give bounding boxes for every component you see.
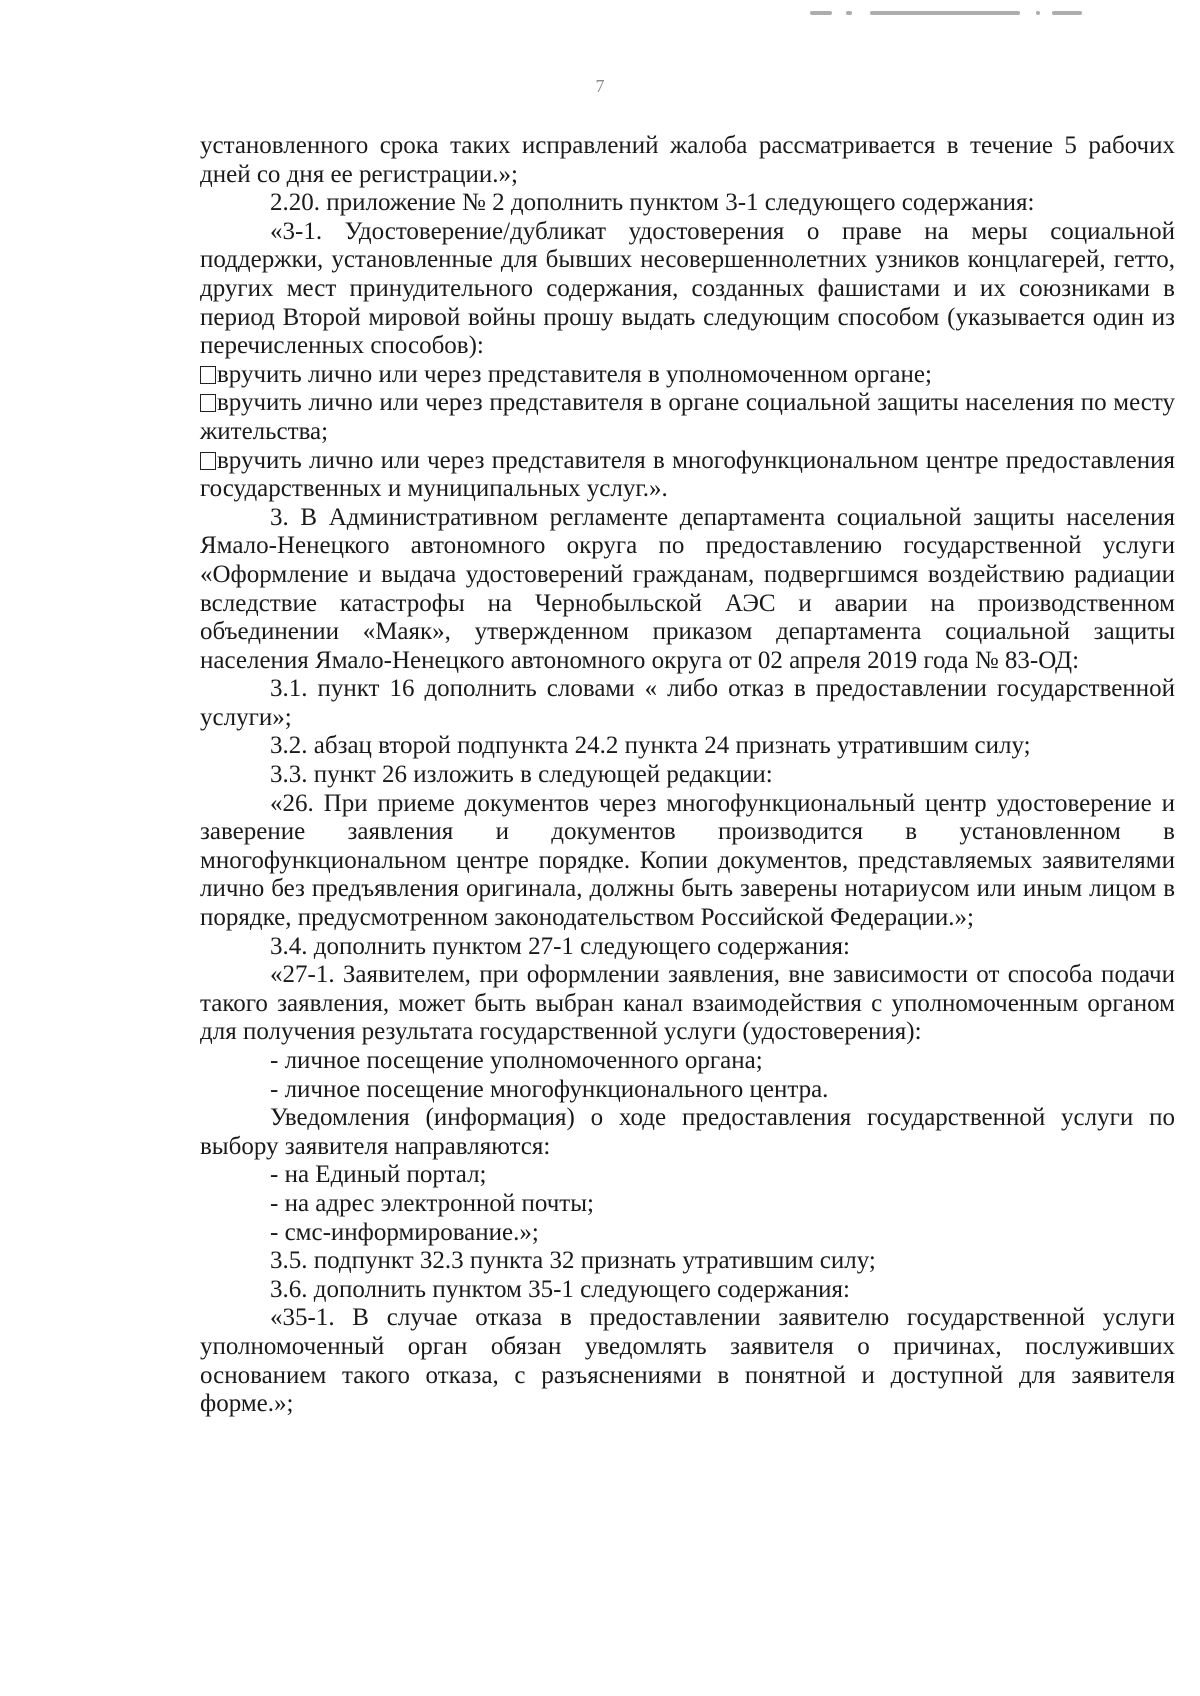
scan-artifact xyxy=(810,8,1090,18)
checkbox-option xyxy=(200,361,1175,390)
checkbox-icon xyxy=(200,394,216,412)
document-body xyxy=(200,132,1175,1419)
paragraph: Уведомления (информация) о ходе предоставления государственной услуги по выбору заявителя направляются: xyxy=(200,1104,1175,1160)
list-item: - на Единый портал; xyxy=(270,1161,487,1189)
list-item: - смс-информирование.»; xyxy=(270,1218,539,1246)
checkbox-label: вручить лично или через представителя в многофункциональном центре предоставления государственных и муниципальных услуг.». xyxy=(200,446,1175,503)
paragraph: «35-1. В случае отказа в предоставлении заявителю государственной услуги уполномоченный орган обязан уведомлять заявителя о причинах, послуживших основанием такого отказа, с разъяснениями в понятной и доступной для заявителя форме.»; xyxy=(200,1304,1175,1418)
paragraph: 3.2. абзац второй подпункта 24.2 пункта 24 признать утратившим силу; xyxy=(270,732,1031,760)
paragraph: 2.20. приложение № 2 дополнить пунктом 3-1 следующего содержания: xyxy=(270,189,1035,217)
list-item: - личное посещение многофункционального центра. xyxy=(270,1075,829,1103)
checkbox-label: вручить лично или через представителя в органе социальной защиты населения по месту жительства; xyxy=(200,389,1175,445)
paragraph: 3.3. пункт 26 изложить в следующей редакции: xyxy=(270,761,773,789)
paragraph: установленного срока таких исправлений жалоба рассматривается в течение 5 рабочих дней со дня ее регистрации.»; xyxy=(200,132,1175,188)
checkbox-icon xyxy=(200,366,216,384)
paragraph: 3.1. пункт 16 дополнить словами « либо отказ в предоставлении государственной услуги»; xyxy=(200,675,1175,731)
list-item: - на адрес электронной почты; xyxy=(270,1189,594,1217)
paragraph: 3.4. дополнить пунктом 27-1 следующего содержания: xyxy=(270,932,850,960)
paragraph: 3.5. подпункт 32.3 пункта 32 признать утратившим силу; xyxy=(270,1247,876,1275)
paragraph: 3.6. дополнить пунктом 35-1 следующего содержания: xyxy=(270,1275,850,1303)
paragraph: 3. В Административном регламенте департамента социальной защиты населения Ямало-Ненецкого автономного округа по предоставлению государственной услуги «Оформление и выдача удостоверений гражданам, подвергшимся воздействию радиации вследствие катастрофы на Чернобыльской АЭС и аварии на производственном объединении «Маяк», утвержденном приказом департамента социальной защиты населения Ямало-Ненецкого автономного округа от 02 апреля 2019 года № 83-ОД: xyxy=(200,503,1175,674)
checkbox-label: вручить лично или через представителя в уполномоченном органе; xyxy=(217,360,932,388)
paragraph: «3-1. Удостоверение/дубликат удостоверения о праве на меры социальной поддержки, установленные для бывших несовершеннолетних узников концлагерей, гетто, других мест принудительного содержания, созданных фашистами и их союзниками в период Второй мировой войны прошу выдать следующим способом (указывается один из перечисленных способов): xyxy=(200,217,1175,360)
page-number: 7 xyxy=(595,76,605,96)
checkbox-option xyxy=(200,389,1175,446)
checkbox-icon xyxy=(200,452,216,470)
paragraph: «27-1. Заявителем, при оформлении заявления, вне зависимости от способа подачи такого заявления, может быть выбран канал взаимодействия с уполномоченным органом для получения результата государственной услуги (удостоверения): xyxy=(200,961,1175,1046)
list-item: - личное посещение уполномоченного органа; xyxy=(270,1047,763,1074)
checkbox-option xyxy=(200,447,1175,504)
paragraph: «26. При приеме документов через многофункциональный центр удостоверение и заверение заявления и документов производится в установленном в многофункциональном центре порядке. Копии документов, представляемых заявителями лично без предъявления оригинала, должны быть заверены нотариусом или иным лицом в порядке, предусмотренном законодательством Российской Федерации.»; xyxy=(200,789,1175,932)
